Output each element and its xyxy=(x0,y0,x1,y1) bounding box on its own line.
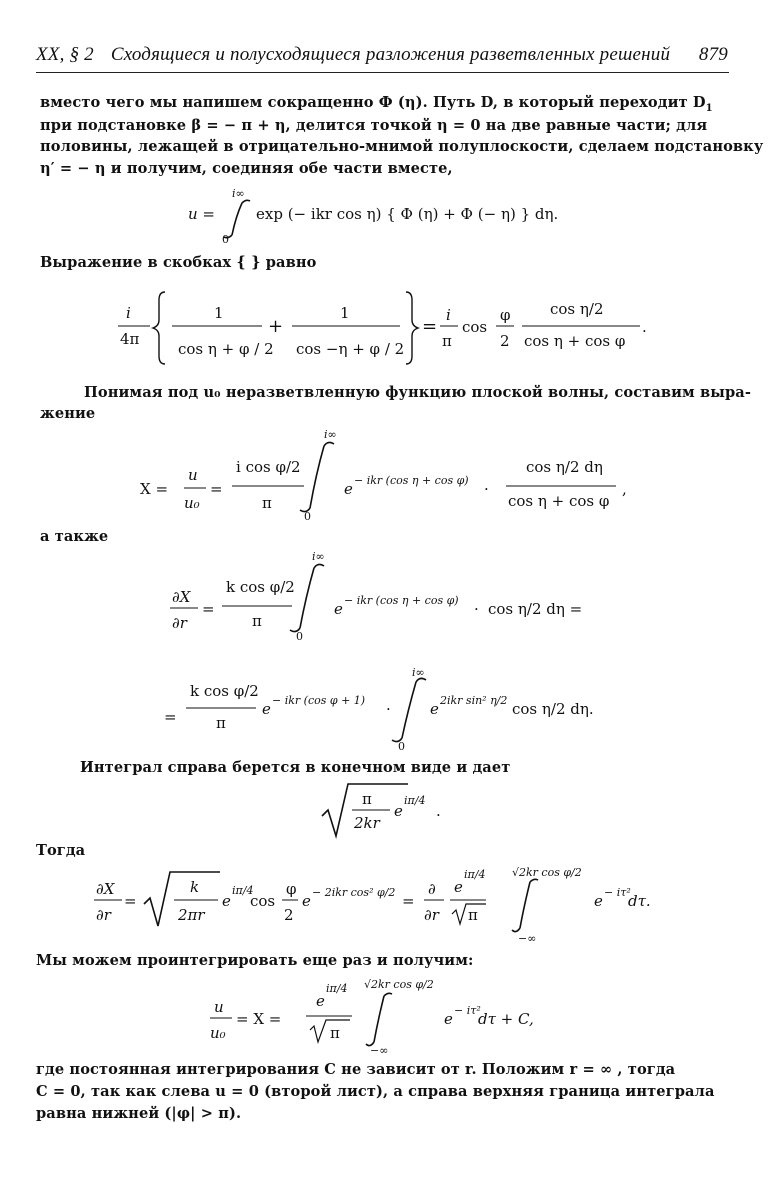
text-line-2: при подстановке β = − π + η, делится точкой η = 0 на две равные части; для xyxy=(40,117,708,134)
eq7-f-num-pow: iπ/4 xyxy=(464,868,486,881)
eq7-sqrt-den: 2πr xyxy=(178,906,205,924)
eq7-two: 2 xyxy=(284,906,294,924)
eq2-prefactor-den: 4π xyxy=(120,330,140,348)
eq1-lower-limit: 0 xyxy=(222,233,229,246)
eq8-tail: dτ + C, xyxy=(478,1010,534,1028)
text-line-9: Интеграл справа берется в конечном виде и дает xyxy=(80,759,511,776)
eq8-equals: = X = xyxy=(236,1010,282,1028)
eq2-f2-den: cos −η + φ / 2 xyxy=(296,340,405,358)
equation-4 xyxy=(168,544,628,644)
text-line-7: жение xyxy=(40,405,96,422)
eq7-f-num-e: e xyxy=(454,878,463,896)
eq6-end: . xyxy=(436,802,441,820)
eq5-exp2-power: 2ikr sin² η/2 xyxy=(440,694,508,707)
eq2-end: . xyxy=(642,318,647,336)
header-title: Сходящиеся и полусходящиеся разложения разветвленных решений xyxy=(110,44,671,65)
equation-7 xyxy=(94,862,684,946)
eq7-e3-pow: − iτ² xyxy=(604,886,631,899)
eq4-integral-sign xyxy=(290,564,324,631)
subscript-1: 1 xyxy=(705,102,713,114)
eq4-lower-limit: 0 xyxy=(296,630,303,643)
eq4-exp-power: − ikr (cos η + cos φ) xyxy=(344,594,459,607)
eq6-num: π xyxy=(362,790,372,808)
eq3-equals: = xyxy=(210,480,223,498)
eq5-integral-sign xyxy=(392,678,426,741)
eq2-plus: + xyxy=(268,316,284,337)
eq7-e2-pow: − 2ikr cos² φ/2 xyxy=(312,886,396,899)
eq2-r-phi: φ xyxy=(500,306,511,324)
eq8-num-pow: iπ/4 xyxy=(326,982,348,995)
eq3-num: i cos φ/2 xyxy=(236,458,301,476)
text-line-11: Мы можем проинтегрировать еще раз и получим: xyxy=(36,952,474,969)
text-line-6: Понимая под u₀ неразветвленную функцию плоской волны, составим выра- xyxy=(84,384,751,401)
eq5-exp-power: − ikr (cos φ + 1) xyxy=(272,694,366,707)
eq7-sqrt-num: k xyxy=(190,878,200,896)
eq6-den: 2kr xyxy=(354,814,380,832)
eq6-pow: iπ/4 xyxy=(404,794,426,807)
eq7-integral-sign xyxy=(512,879,538,931)
text-line-12: где постоянная интегрирования C не зависит от r. Положим r = ∞ , тогда xyxy=(36,1061,676,1078)
eq4-exp-base: e xyxy=(334,600,343,618)
eq7-d-num: ∂ xyxy=(428,880,436,898)
eq7-f-den: π xyxy=(468,906,478,924)
eq7-e3: e xyxy=(594,892,603,910)
eq8-num-e: e xyxy=(316,992,325,1010)
eq3-exp-base: e xyxy=(344,480,353,498)
eq5-lower-limit: 0 xyxy=(398,740,405,753)
equation-5 xyxy=(160,664,630,754)
chapter-section: XX, § 2 xyxy=(36,44,94,65)
header-rule xyxy=(36,72,729,73)
eq5-num: k cos φ/2 xyxy=(190,682,259,700)
eq3-frac-den: cos η + cos φ xyxy=(508,492,610,510)
eq1-lhs: u = xyxy=(188,205,215,223)
equation-1 xyxy=(180,183,600,245)
eq7-e2: e xyxy=(302,892,311,910)
eq6-e: e xyxy=(394,802,403,820)
eq2-r-cos: cos xyxy=(462,318,488,336)
text-line-10: Тогда xyxy=(36,842,86,859)
eq3-u: u xyxy=(188,466,198,484)
eq2-r-frac-num: cos η/2 xyxy=(550,300,604,318)
eq2-r-num: i xyxy=(446,306,451,324)
equation-3 xyxy=(138,424,658,524)
text-line-14: равна нижней (|φ| > π). xyxy=(36,1105,242,1122)
eq3-integral-sign xyxy=(300,442,334,511)
eq2-left-brace xyxy=(153,292,165,364)
page-number: 879 xyxy=(698,44,728,65)
eq8-pow: − iτ² xyxy=(454,1004,481,1017)
eq2-f1-den: cos η + φ / 2 xyxy=(178,340,274,358)
eq3-upper-limit: i∞ xyxy=(324,428,337,441)
eq7-e1-pow: iπ/4 xyxy=(232,884,254,897)
eq4-lhs-den: ∂r xyxy=(172,614,187,632)
eq8-u: u xyxy=(214,998,224,1016)
text-line-3: половины, лежащей в отрицательно-мнимой полуплоскости, сделаем подстановку xyxy=(40,138,764,155)
eq7-lhs-num: ∂X xyxy=(96,880,115,898)
eq3-dot: · xyxy=(484,480,489,498)
text-line-4: η′ = − η и получим, соединяя обе части вместе, xyxy=(40,160,453,177)
eq2-r-frac-den: cos η + cos φ xyxy=(524,332,626,350)
eq7-e1: e xyxy=(222,892,231,910)
text-line-1 xyxy=(40,94,713,114)
eq2-prefactor-num: i xyxy=(126,304,131,322)
eq2-r-two: 2 xyxy=(500,332,510,350)
eq5-exp2-base: e xyxy=(430,700,439,718)
eq3-den: π xyxy=(262,494,272,512)
eq7-lower-limit: −∞ xyxy=(518,932,537,945)
text-line-1-content: вместо чего мы напишем сокращенно Ф (η). Путь D, в который переходит D xyxy=(40,94,706,111)
eq4-lhs-num: ∂X xyxy=(172,588,191,606)
eq4-upper-limit: i∞ xyxy=(312,550,325,563)
eq7-lhs-den: ∂r xyxy=(96,906,111,924)
eq3-X: X = xyxy=(140,480,169,498)
eq4-equals: = xyxy=(202,600,215,618)
eq4-dot: · xyxy=(474,600,479,618)
equation-8 xyxy=(208,972,568,1058)
eq3-end: , xyxy=(622,480,627,498)
eq5-exp-base: e xyxy=(262,700,271,718)
eq5-den: π xyxy=(216,714,226,732)
eq7-cos: cos xyxy=(250,892,276,910)
eq8-integral-sign xyxy=(366,993,392,1045)
eq8-upper-limit: √2kr cos φ/2 xyxy=(364,978,434,991)
eq3-lower-limit: 0 xyxy=(304,510,311,523)
eq2-right-brace xyxy=(406,292,418,364)
eq8-lower-limit: −∞ xyxy=(370,1044,389,1057)
eq8-u0: u₀ xyxy=(210,1024,226,1042)
eq2-f2-num: 1 xyxy=(340,304,350,322)
eq7-tail: dτ. xyxy=(628,892,651,910)
eq3-exp-power: − ikr (cos η + cos φ) xyxy=(354,474,469,487)
eq2-equals: = xyxy=(422,316,438,337)
equation-2 xyxy=(110,282,670,374)
eq7-d-den: ∂r xyxy=(424,906,439,924)
eq5-upper-limit: i∞ xyxy=(412,666,425,679)
eq7-equals-1: = xyxy=(124,892,137,910)
eq7-equals-2: = xyxy=(402,892,415,910)
eq3-frac-num: cos η/2 dη xyxy=(526,458,603,476)
text-line-13: C = 0, так как слева u = 0 (второй лист), а справа верхняя граница интеграла xyxy=(36,1083,715,1100)
eq1-integrand: exp (− ikr cos η) { Ф (η) + Ф (− η) } dη. xyxy=(256,205,559,223)
equation-6 xyxy=(318,780,458,842)
text-line-5: Выражение в скобках { } равно xyxy=(40,254,317,271)
eq5-equals: = xyxy=(164,708,177,726)
text-line-8: а также xyxy=(40,528,109,545)
eq4-num: k cos φ/2 xyxy=(226,578,295,596)
eq7-phi: φ xyxy=(286,880,297,898)
eq4-tail: cos η/2 dη = xyxy=(488,600,583,618)
eq8-den: π xyxy=(330,1024,340,1042)
eq8-e: e xyxy=(444,1010,453,1028)
eq4-den: π xyxy=(252,612,262,630)
running-header xyxy=(36,44,728,66)
eq1-upper-limit: i∞ xyxy=(232,187,245,200)
eq5-tail: cos η/2 dη. xyxy=(512,700,594,718)
eq2-r-den: π xyxy=(442,332,452,350)
eq5-dot: · xyxy=(386,700,391,718)
eq7-upper-limit: √2kr cos φ/2 xyxy=(512,866,582,879)
eq3-u0: u₀ xyxy=(184,494,200,512)
eq2-f1-num: 1 xyxy=(214,304,224,322)
